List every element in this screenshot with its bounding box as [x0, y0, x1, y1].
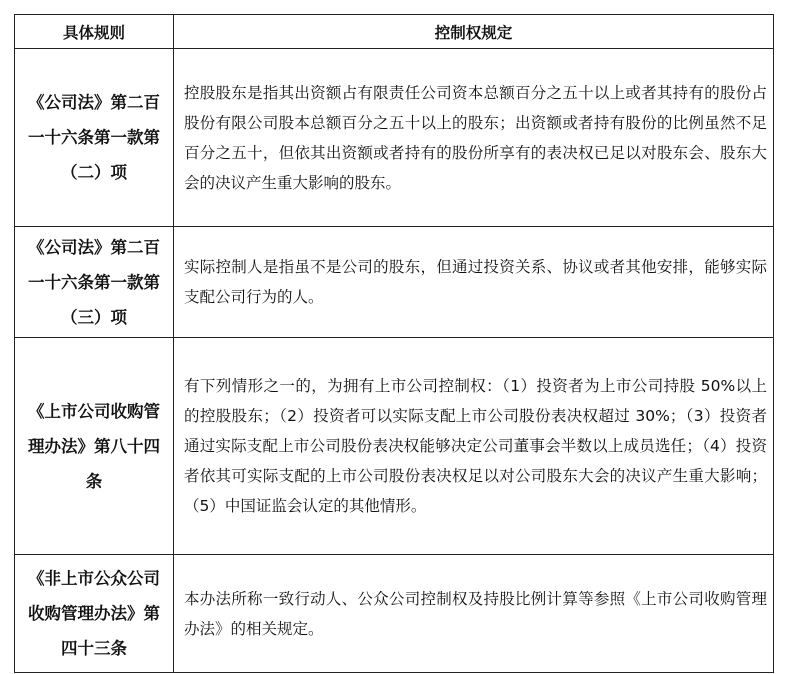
rule-cell: 《公司法》第二百一十六条第一款第（二）项	[15, 49, 174, 227]
provision-cell: 控股股东是指其出资额占有限责任公司资本总额百分之五十以上或者其持有的股份占股份有限公司股本总额百分之五十以上的股东；出资额或者持有股份的比例虽然不足百分之五十，但依其出资额或者持有的股份所享有的表决权已足以对股东会、股东大会的决议产生重大影响的股东。	[174, 49, 774, 227]
control-rights-table	[14, 14, 774, 673]
table-row	[15, 227, 774, 338]
header-control-provision: 控制权规定	[174, 15, 774, 49]
rule-cell: 《公司法》第二百一十六条第一款第（三）项	[15, 227, 174, 338]
table-row	[15, 338, 774, 555]
rule-cell: 《上市公司收购管理办法》第八十四条	[15, 338, 174, 555]
provision-cell: 实际控制人是指虽不是公司的股东，但通过投资关系、协议或者其他安排，能够实际支配公司行为的人。	[174, 227, 774, 338]
table-row	[15, 555, 774, 673]
header-specific-rule: 具体规则	[15, 15, 174, 49]
provision-cell: 有下列情形之一的，为拥有上市公司控制权：（1）投资者为上市公司持股 50%以上的控股股东；（2）投资者可以实际支配上市公司股份表决权超过 30%；（3）投资者通过实际支配上市公司股份表决权能够决定公司董事会半数以上成员选任；（4）投资者依其可实际支配的上市公司股份表决权足以对公司股东大会的决议产生重大影响；（5）中国证监会认定的其他情形。	[174, 338, 774, 555]
table-row	[15, 49, 774, 227]
provision-cell: 本办法所称一致行动人、公众公司控制权及持股比例计算等参照《上市公司收购管理办法》的相关规定。	[174, 555, 774, 673]
table-header-row	[15, 15, 774, 49]
rule-cell: 《非上市公众公司收购管理办法》第四十三条	[15, 555, 174, 673]
